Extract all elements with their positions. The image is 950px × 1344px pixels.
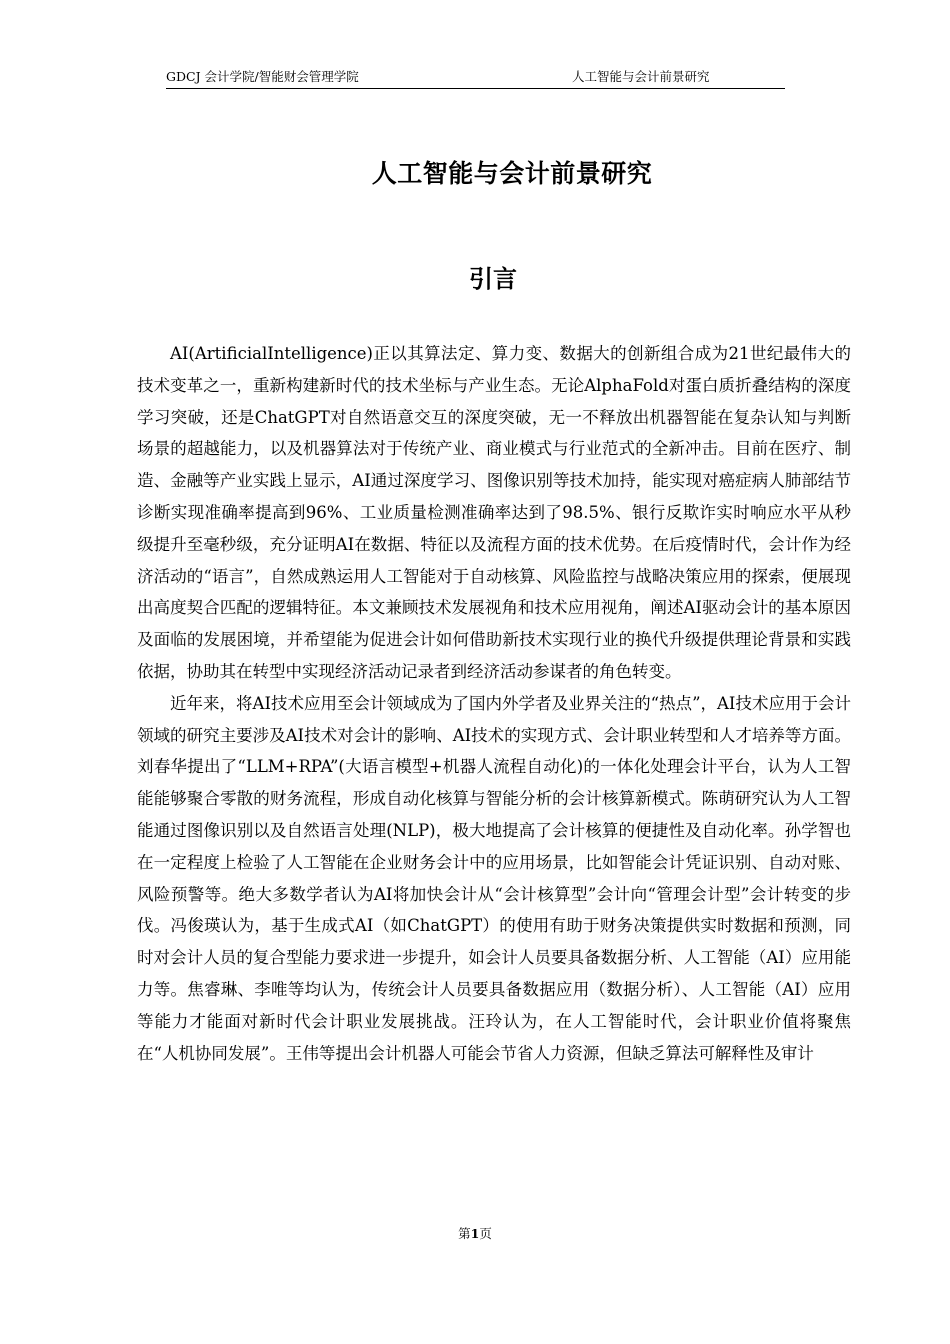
paragraph-intro: AI(ArtificialIntelligence)正以其算法定、算力变、数据大的创新组合成为21世纪最伟大的技术变革之一，重新构建新时代的技术坐标与产业生态。无论AlphaFold对蛋白质折叠结构的深度学习突破，还是ChatGPT对自然语意交互的深度突破，无一不释放出机器智能在复杂认知与判断场景的超越能力，以及机器算法对于传统产业、商业模式与行业范式的全新冲击。目前在医疗、制造、金融等产业实践上显示，AI通过深度学习、图像识别等技术加持，能实现对癌症病人肺部结节诊断实现准确率提高到96%、工业质量检测准确率达到了98.5%、银行反欺诈实时响应水平从秒级提升至毫秒级，充分证明AI在数据、特征以及流程方面的技术优势。在后疫情时代，会计作为经济活动的“语言”，自然成熟运用人工智能对于自动核算、风险监控与战略决策应用的探索，便展现出高度契合匹配的逻辑特征。本文兼顾技术发展视角和技术应用视角，阐述AI驱动会计的基本原因及面临的发展困境，并希望能为促进会计如何借助新技术实现行业的换代升级提供理论背景和实践依据，协助其在转型中实现经济活动记录者到经济活动参谋者的角色转变。 [137, 344, 851, 681]
page-title: 人工智能与会计前景研究 [371, 159, 653, 188]
page-header [166, 66, 785, 89]
body-text [137, 338, 851, 1069]
page-label-suffix: 页 [479, 1226, 492, 1241]
paragraph-literature: 近年来，将AI技术应用至会计领域成为了国内外学者及业界关注的“热点”，AI技术应用于会计领域的研究主要涉及AI技术对会计的影响、AI技术的实现方式、会计职业转型和人才培养等方面。刘春华提出了“LLM+RPA”(大语言模型+机器人流程自动化)的一体化处理会计平台，认为人工智能能够聚合零散的财务流程，形成自动化核算与智能分析的会计核算新模式。陈萌研究认为人工智能通过图像识别以及自然语言处理(NLP)，极大地提高了会计核算的便捷性及自动化率。孙学智也在一定程度上检验了人工智能在企业财务会计中的应用场景，比如智能会计凭证识别、自动对账、风险预警等。绝大多数学者认为AI将加快会计从“会计核算型”会计向“管理会计型”会计转变的步伐。冯俊瑛认为，基于生成式AI（如ChatGPT）的使用有助于财务决策提供实时数据和预测，同时对会计人员的复合型能力要求进一步提升，如会计人员要具备数据分析、人工智能（AI）应用能力等。焦睿琳、李唯等均认为，传统会计人员要具备数据应用（数据分析）、人工智能（AI）应用等能力才能面对新时代会计职业发展挑战。汪玲认为，在人工智能时代，会计职业价值将聚焦在“人机协同发展”。王伟等提出会计机器人可能会节省人力资源，但缺乏算法可解释性及审计 [137, 693, 851, 1063]
page-label-prefix: 第 [458, 1226, 471, 1241]
page-number: 1 [470, 1226, 480, 1241]
section-heading: 引言 [469, 265, 517, 293]
header-institution: GDCJ 会计学院/智能财会管理学院 [166, 69, 359, 84]
header-document-title: 人工智能与会计前景研究 [572, 69, 710, 84]
page-footer [0, 1224, 950, 1244]
